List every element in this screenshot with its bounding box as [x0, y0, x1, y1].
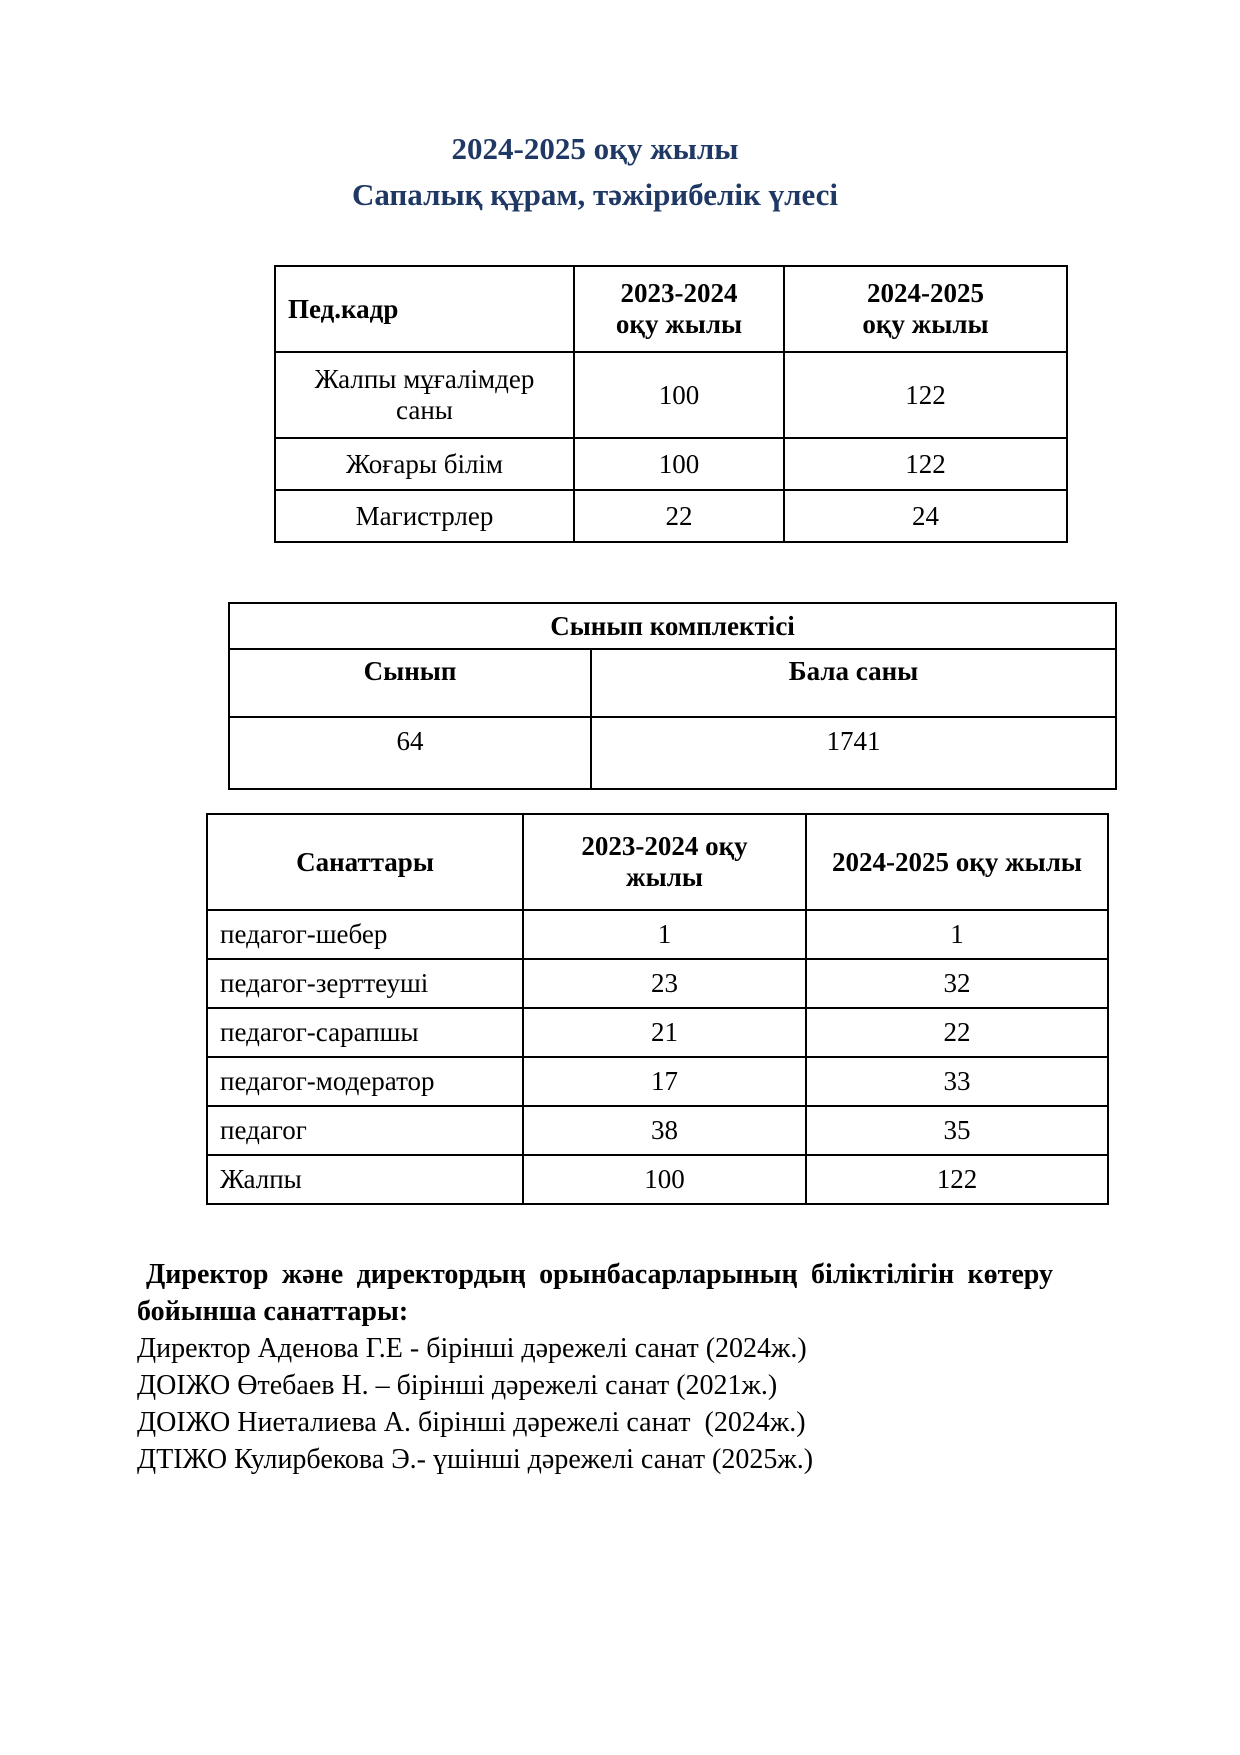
category-row-value-2024: 35 — [806, 1106, 1108, 1155]
category-row-label: педагог-сарапшы — [207, 1008, 523, 1057]
table-row — [275, 352, 1067, 438]
list-item: Директор Аденова Г.Е - бірінші дәрежелі санат (2024ж.) — [137, 1333, 807, 1364]
category-row-value-2024: 32 — [806, 959, 1108, 1008]
category-row-value-2023: 21 — [523, 1008, 806, 1057]
category-row-value-2023: 100 — [523, 1155, 806, 1204]
category-row-label: педагог — [207, 1106, 523, 1155]
category-table-header-row — [207, 814, 1108, 910]
category-header-2023-2024 — [523, 814, 806, 910]
table-row — [207, 1008, 1108, 1057]
table-row — [207, 959, 1108, 1008]
staff-row-value-2023: 100 — [574, 438, 784, 490]
notes-heading-line-1: Директор және директордың орынбасарларының біліктілігін көтеру — [146, 1259, 1053, 1290]
category-row-value-2023: 17 — [523, 1057, 806, 1106]
table-row — [207, 1155, 1108, 1204]
staff-row-label-text: Жалпы мұғалімдер саны — [314, 364, 535, 425]
page-title-line-1: 2024-2025 оқу жылы — [451, 131, 739, 166]
category-row-value-2023: 1 — [523, 910, 806, 959]
staff-table-header-row — [275, 266, 1067, 352]
staff-table-header-2024-2025-label: 2024-2025 оқу жылы — [862, 278, 989, 339]
category-row-label: педагог-шебер — [207, 910, 523, 959]
director-categories-notes — [137, 1256, 1053, 1478]
list-item: ДОІЖО Ниеталиева А. бірінші дәрежелі санат (2024ж.) — [137, 1407, 806, 1438]
staff-row-value-2023: 100 — [574, 352, 784, 438]
staff-table-header-2024-2025 — [784, 266, 1067, 352]
staff-row-value-2024: 122 — [784, 438, 1067, 490]
category-row-label: педагог-зерттеуші — [207, 959, 523, 1008]
class-count-value: 64 — [229, 717, 591, 789]
class-set-header-row — [229, 649, 1116, 717]
class-set-header-class: Сынып — [229, 649, 591, 717]
category-header-2024-2025: 2024-2025 оқу жылы — [806, 814, 1108, 910]
category-row-value-2024: 1 — [806, 910, 1108, 959]
staff-table-header-2023-2024 — [574, 266, 784, 352]
category-row-value-2023: 38 — [523, 1106, 806, 1155]
table-row — [229, 717, 1116, 789]
table-row — [275, 490, 1067, 542]
staff-row-value-2024: 24 — [784, 490, 1067, 542]
staff-table-header-ped-kadr: Пед.кадр — [275, 266, 574, 352]
category-header-name: Санаттары — [207, 814, 523, 910]
category-row-value-2023: 23 — [523, 959, 806, 1008]
table-row — [207, 1106, 1108, 1155]
class-set-table-title: Сынып комплектісі — [229, 603, 1116, 649]
category-row-value-2024: 33 — [806, 1057, 1108, 1106]
staff-row-value-2023: 22 — [574, 490, 784, 542]
class-set-table — [228, 602, 1117, 790]
category-row-value-2024: 22 — [806, 1008, 1108, 1057]
page-title-line-2: Сапалық құрам, тәжірибелік үлесі — [351, 177, 839, 212]
class-set-title-row — [229, 603, 1116, 649]
list-item: ДТІЖО Кулирбекова Э.- үшінші дәрежелі санат (2025ж.) — [137, 1444, 814, 1475]
table-row — [207, 1057, 1108, 1106]
category-table — [206, 813, 1109, 1205]
table-row — [207, 910, 1108, 959]
category-header-2023-2024-label: 2023-2024 оқу жылы — [581, 831, 748, 892]
class-set-header-children: Бала саны — [591, 649, 1116, 717]
category-row-value-2024: 122 — [806, 1155, 1108, 1204]
category-row-label: педагог-модератор — [207, 1057, 523, 1106]
table-row — [275, 438, 1067, 490]
staff-table — [274, 265, 1068, 543]
list-item: ДОІЖО Өтебаев Н. – бірінші дәрежелі санат (2021ж.) — [137, 1370, 778, 1401]
staff-row-label: Магистрлер — [275, 490, 574, 542]
notes-heading-line-2: бойынша санаттары: — [137, 1296, 409, 1327]
staff-row-label — [275, 352, 574, 438]
staff-table-header-2023-2024-label: 2023-2024 оқу жылы — [615, 278, 743, 339]
staff-row-label: Жоғары білім — [275, 438, 574, 490]
page-title — [137, 126, 1053, 218]
children-count-value: 1741 — [591, 717, 1116, 789]
category-row-label: Жалпы — [207, 1155, 523, 1204]
staff-row-value-2024: 122 — [784, 352, 1067, 438]
